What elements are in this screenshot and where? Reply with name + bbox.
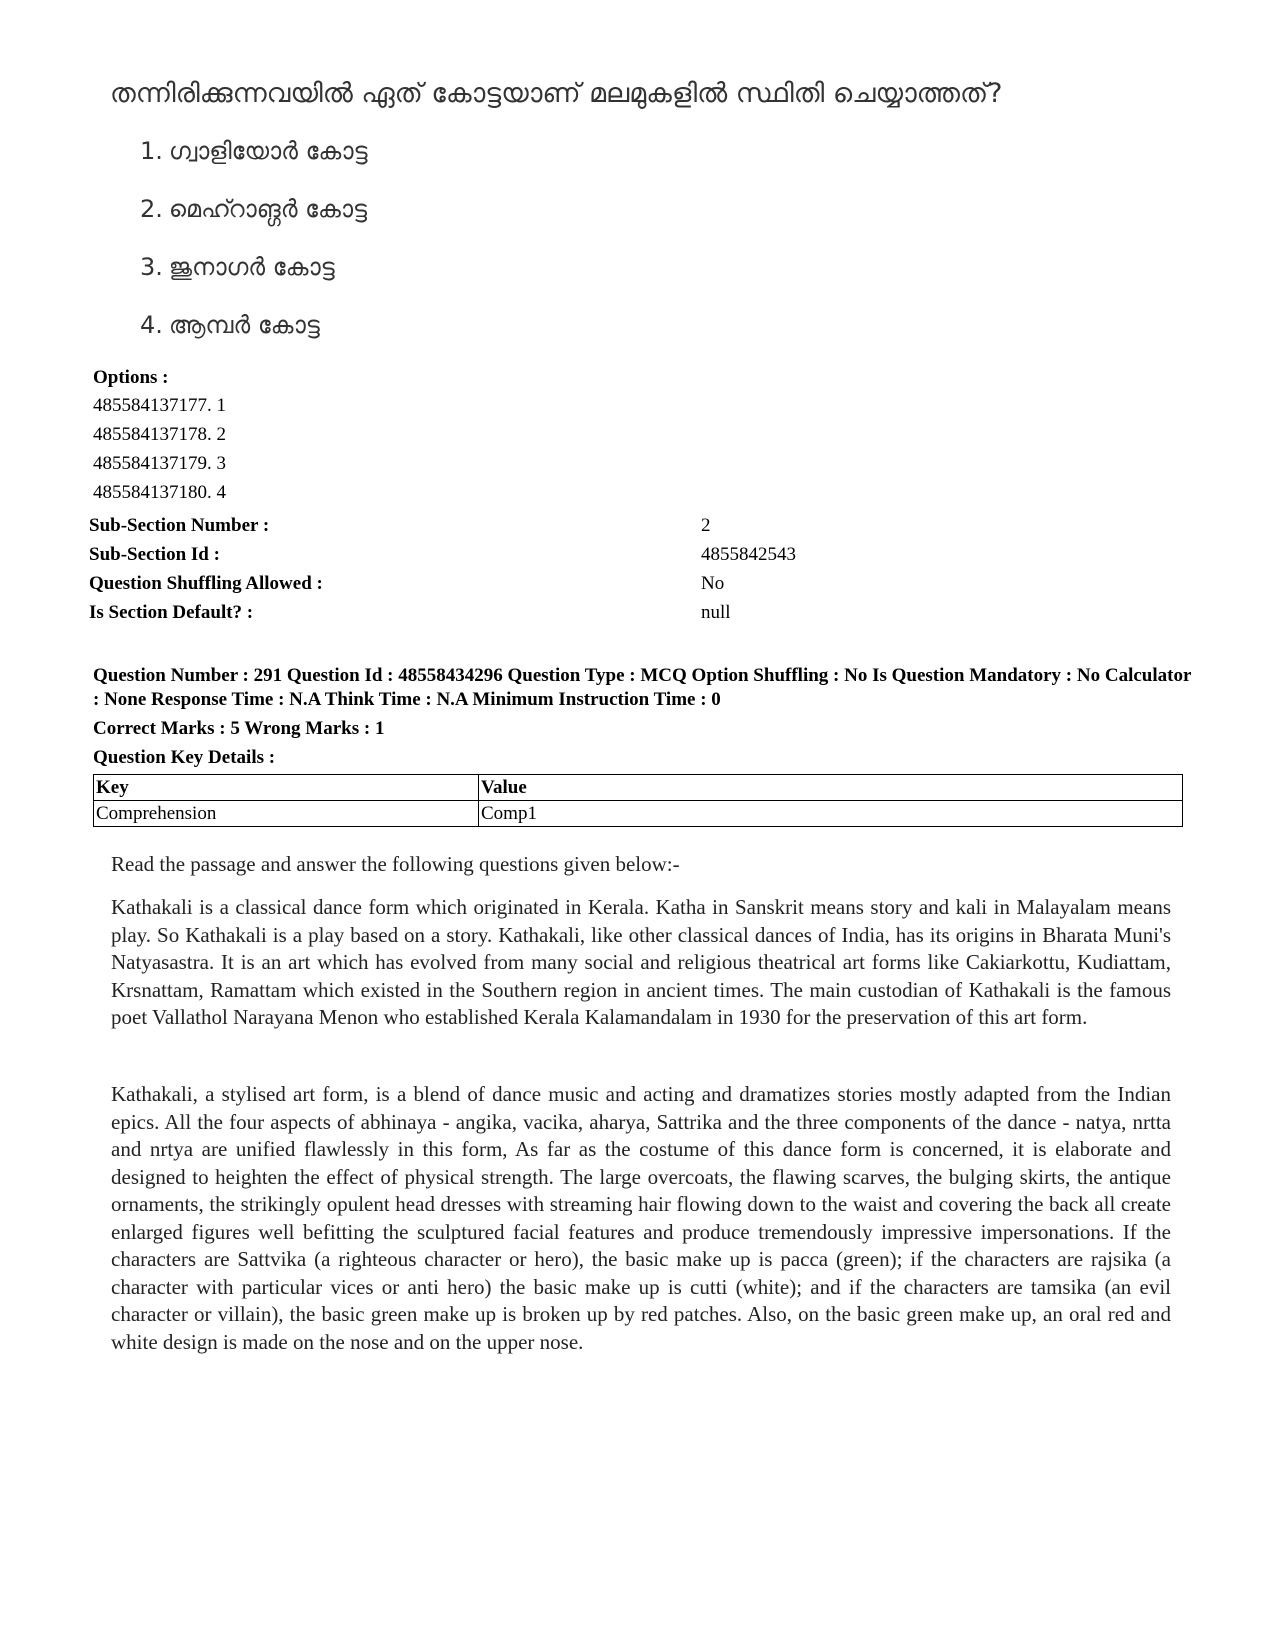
malayalam-option-1 xyxy=(140,137,368,165)
question-shuffling-value: No xyxy=(701,573,725,594)
subsection-id-value: 4855842543 xyxy=(701,544,796,565)
question-header: Question Number : 291 Question Id : 48558434296 Question Type : MCQ Option Shuffling : No Is Question Mandatory : No Calculator : None Response Time : N.A Think Time : N.A Minimum Instruction Time : 0 xyxy=(93,665,1192,710)
malayalam-option-3 xyxy=(140,253,335,281)
option-id-2: 485584137178. 2 xyxy=(93,424,226,445)
section-default-label: Is Section Default? : xyxy=(89,602,254,623)
option-id-4: 485584137180. 4 xyxy=(93,482,226,503)
option-number: 3. xyxy=(140,253,163,281)
section-default-value: null xyxy=(701,602,731,623)
option-text: ഗ്വാളിയോർ കോട്ട xyxy=(168,137,368,165)
option-id-3: 485584137179. 3 xyxy=(93,453,226,474)
table-header-row xyxy=(94,775,1183,801)
question-text-malayalam: തന്നിരിക്കുന്നവയിൽ ഏത് കോട്ടയാണ് മലമുകളിൽ സ്ഥിതി ചെയ്യാത്തത്? xyxy=(110,78,1003,109)
question-key-details-label: Question Key Details : xyxy=(93,747,276,768)
table-cell-key: Comprehension xyxy=(94,801,479,827)
passage-paragraph-2: Kathakali, a stylised art form, is a blend of dance music and acting and dramatizes stories mostly adapted from the Indian epics. All the four aspects of abhinaya - angika, vacika, aharya, Sattrika and the three components of the dance - natya, nrtta and nrtya are unified flawlessly in this form, As far as the costume of this dance form is concerned, it is elaborate and designed to heighten the effect of physical strength. The large overcoats, the flawing scarves, the bulging skirts, the antique ornaments, the strikingly opulent head dresses with streaming hair flowing down to the waist and covering the back all create enlarged figures well befitting the sculptured facial features and produce tremendously impressive impersonations. If the characters are Sattvika (a righteous character or hero), the basic make up is pacca (green); if the characters are rajsika (a character with particular vices or anti hero) the basic make up is cutti (white); and if the characters are tamsika (an evil character or villain), the basic green make up is broken up by red patches. Also, on the basic green make up, an oral red and white design is made on the nose and on the upper nose. xyxy=(111,1082,1171,1354)
table-header-key: Key xyxy=(94,775,479,801)
table-header-value: Value xyxy=(479,775,1183,801)
option-text: ആമ്പർ കോട്ട xyxy=(168,311,320,339)
option-text: മെഹ്റാങ്ഗർ കോട്ട xyxy=(168,195,368,223)
passage-intro: Read the passage and answer the following questions given below:- xyxy=(111,852,680,876)
table-row xyxy=(94,801,1183,827)
malayalam-option-2 xyxy=(140,195,367,223)
option-number: 4. xyxy=(140,311,163,339)
malayalam-option-4 xyxy=(140,311,320,339)
option-number: 1. xyxy=(140,137,163,165)
table-cell-value: Comp1 xyxy=(479,801,1183,827)
subsection-number-value: 2 xyxy=(701,515,711,536)
option-id-1: 485584137177. 1 xyxy=(93,395,226,416)
subsection-id-label: Sub-Section Id : xyxy=(89,544,220,565)
question-key-table xyxy=(93,774,1183,827)
subsection-number-label: Sub-Section Number : xyxy=(89,515,270,536)
passage-paragraph-1: Kathakali is a classical dance form which originated in Kerala. Katha in Sanskrit means story and kali in Malayalam means play. So Kathakali is a play based on a story. Kathakali, like other classical dances of India, has its origins in Bharata Muni's Natyasastra. It is an art which has evolved from many social and religious theatrical art forms like Cakiarkottu, Kudiattam, Krsnattam, Ramattam which existed in the Southern region in ancient times. The main custodian of Kathakali is the famous poet Vallathol Narayana Menon who established Kerala Kalamandalam in 1930 for the preservation of this art form. xyxy=(111,895,1171,1029)
options-label: Options : xyxy=(93,367,169,388)
marks-line: Correct Marks : 5 Wrong Marks : 1 xyxy=(93,718,385,739)
question-shuffling-label: Question Shuffling Allowed : xyxy=(89,573,323,594)
option-text: ജുനാഗർ കോട്ട xyxy=(168,253,335,281)
option-number: 2. xyxy=(140,195,163,223)
